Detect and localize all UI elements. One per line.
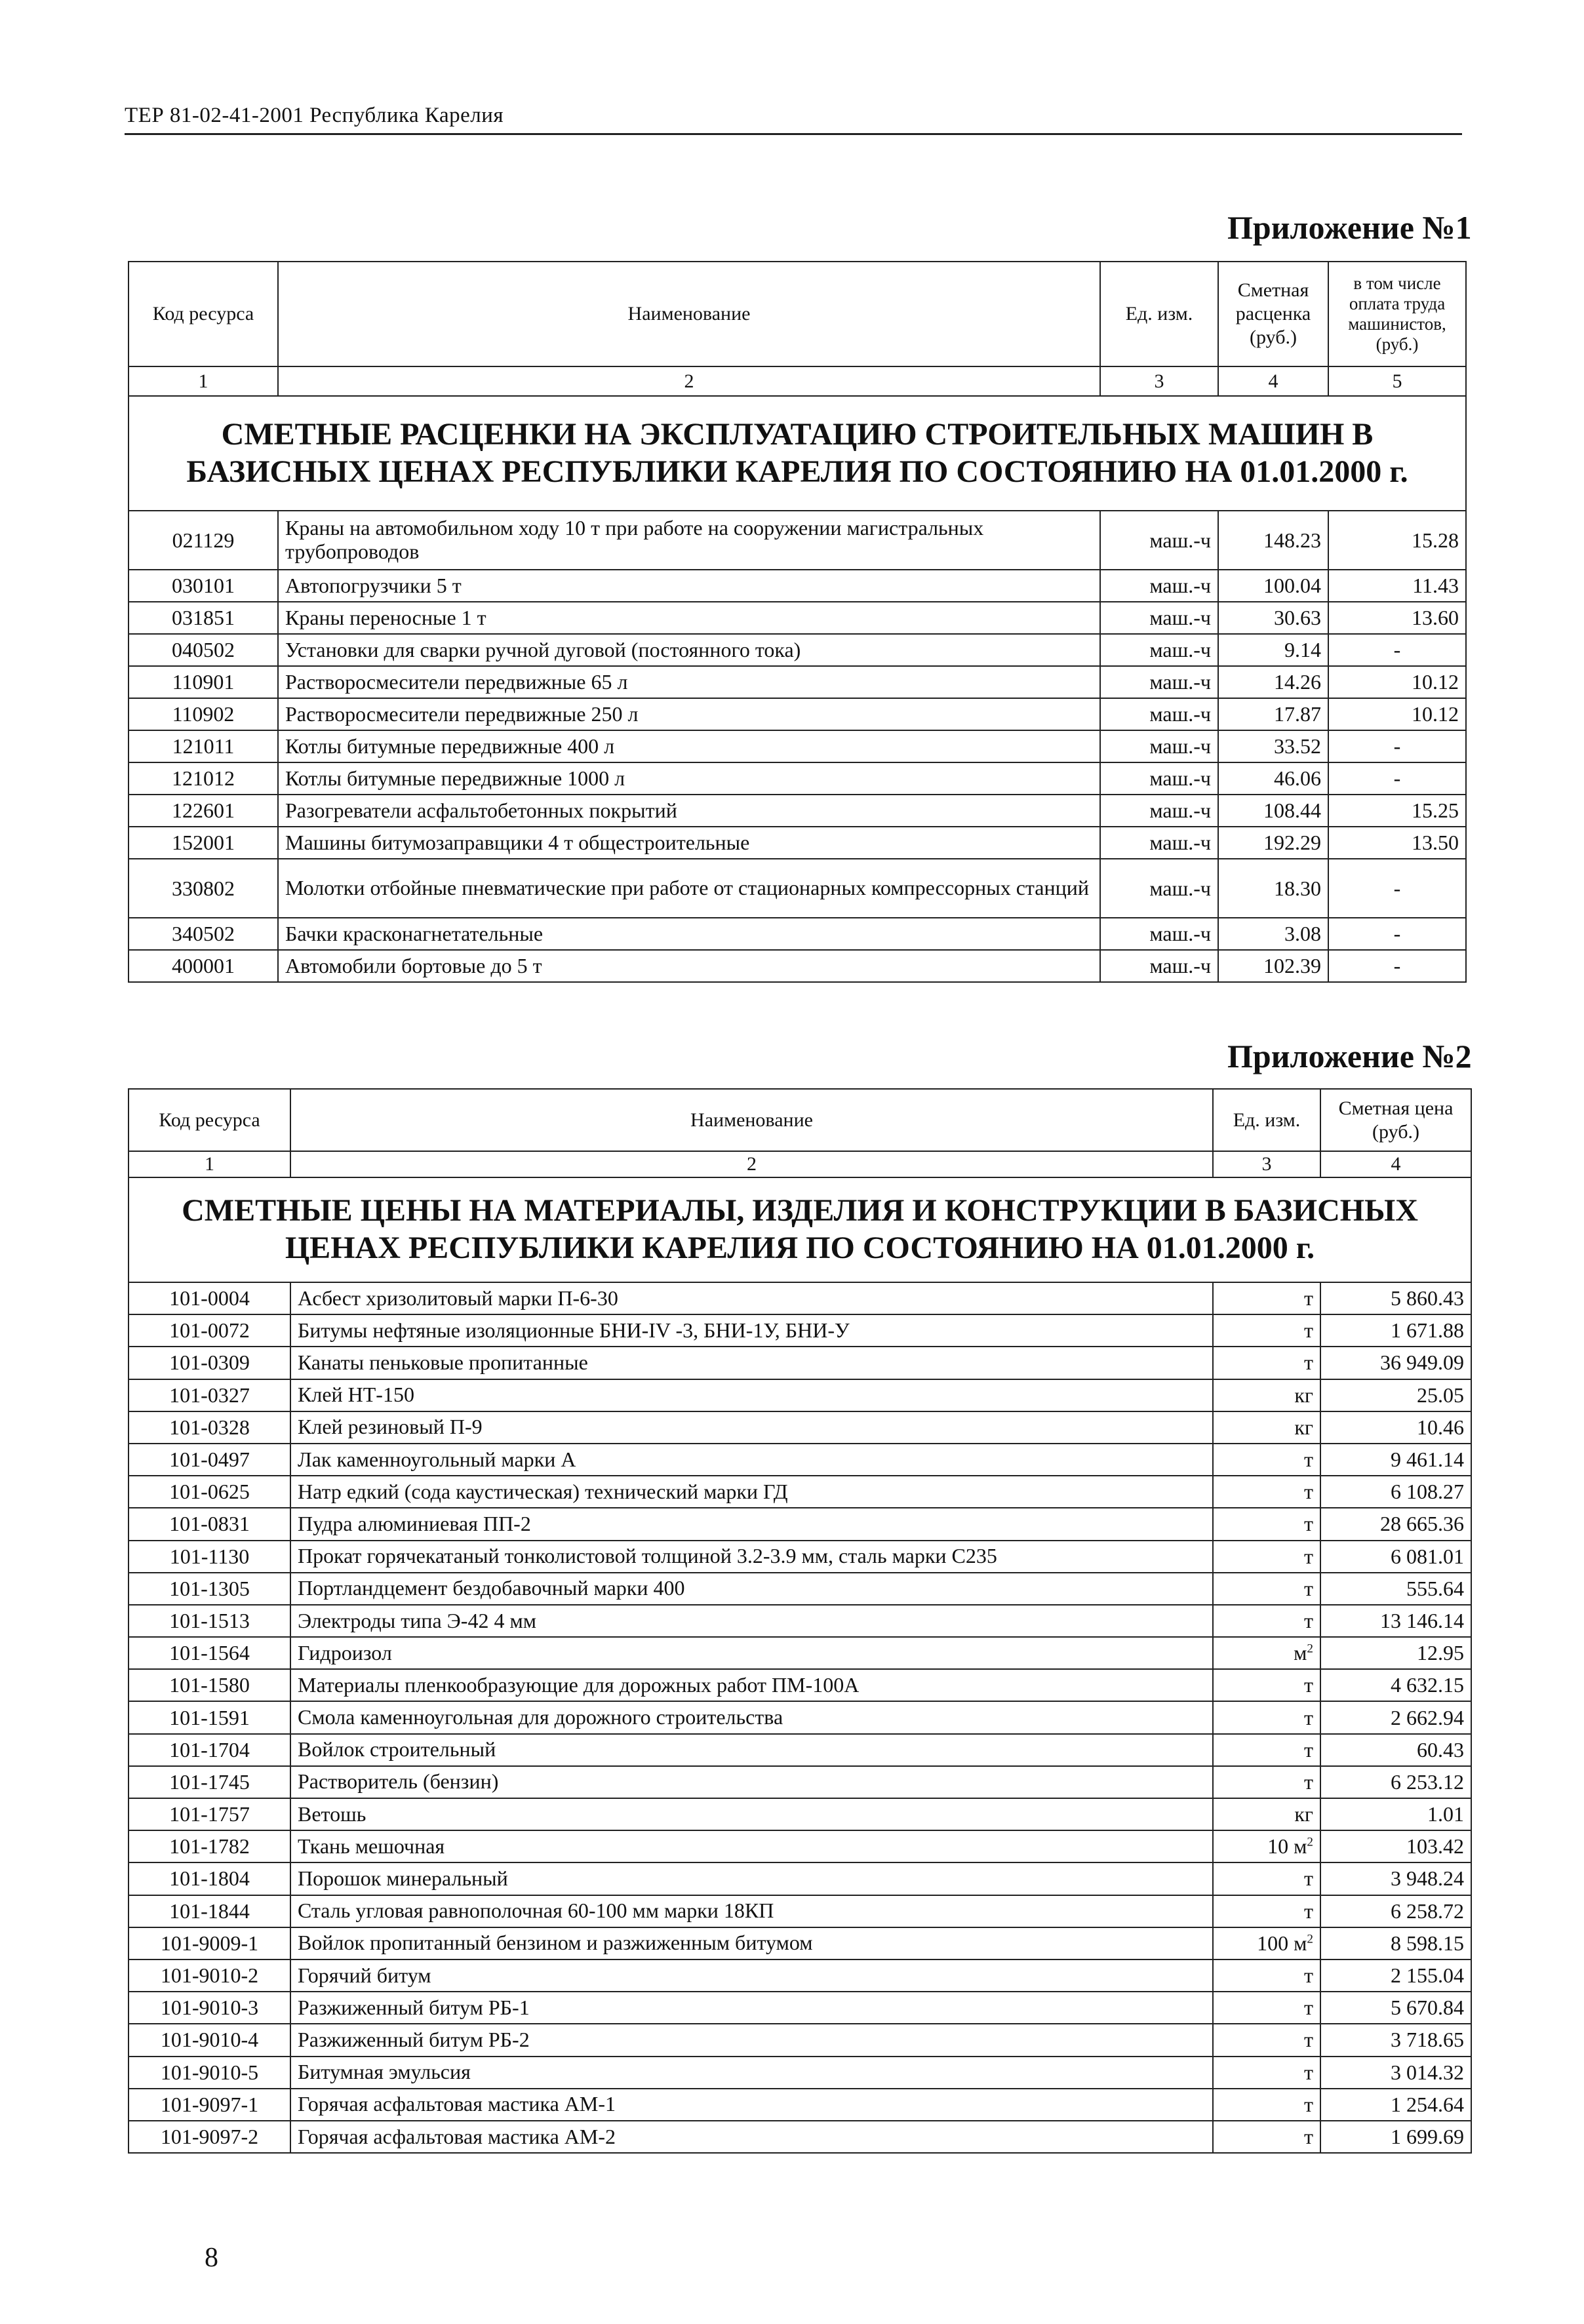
cell-unit bbox=[1213, 1347, 1320, 1379]
cell-price: 60.43 bbox=[1320, 1734, 1471, 1766]
table-row bbox=[129, 1573, 1471, 1605]
cell-code: 101-1844 bbox=[129, 1895, 290, 1927]
cell-code: 101-0831 bbox=[129, 1508, 290, 1540]
cell-labor: - bbox=[1328, 762, 1466, 795]
cell-name: Войлок строительный bbox=[290, 1734, 1213, 1766]
cell-code: 101-1130 bbox=[129, 1541, 290, 1573]
cell-unit: маш.-ч bbox=[1100, 730, 1218, 762]
cell-unit bbox=[1213, 2057, 1320, 2089]
cell-code: 101-9010-4 bbox=[129, 2024, 290, 2056]
unit-text: т bbox=[1304, 1705, 1313, 1729]
unit-text: т bbox=[1304, 1899, 1313, 1923]
table-row bbox=[129, 1766, 1471, 1798]
cell-price: 3.08 bbox=[1218, 918, 1328, 950]
unit-text: т bbox=[1304, 1480, 1313, 1504]
cell-unit bbox=[1213, 1766, 1320, 1798]
cell-unit bbox=[1213, 1541, 1320, 1573]
cell-name: Клей НТ-150 bbox=[290, 1379, 1213, 1411]
cell-unit: маш.-ч bbox=[1100, 762, 1218, 795]
col-number: 3 bbox=[1213, 1151, 1320, 1177]
cell-name: Разжиженный битум РБ-1 bbox=[290, 1992, 1213, 2024]
table-row bbox=[129, 859, 1466, 918]
table-row bbox=[129, 1927, 1471, 1960]
cell-price: 1 671.88 bbox=[1320, 1314, 1471, 1347]
cell-code: 101-9009-1 bbox=[129, 1927, 290, 1960]
cell-unit bbox=[1213, 1444, 1320, 1476]
appendix-2-table bbox=[128, 1088, 1472, 2154]
table-row bbox=[129, 1992, 1471, 2024]
unit-text: т bbox=[1304, 1737, 1313, 1762]
cell-name: Горячая асфальтовая мастика АМ-2 bbox=[290, 2121, 1213, 2153]
cell-name: Смола каменноугольная для дорожного строительства bbox=[290, 1701, 1213, 1733]
table-row bbox=[129, 666, 1466, 698]
col-header-price: Сметная цена (руб.) bbox=[1320, 1089, 1471, 1151]
unit-text: т bbox=[1304, 2028, 1313, 2052]
cell-price: 30.63 bbox=[1218, 602, 1328, 634]
appendix-1-table bbox=[128, 261, 1467, 983]
section-title: СМЕТНЫЕ ЦЕНЫ НА МАТЕРИАЛЫ, ИЗДЕЛИЯ И КОНСТРУКЦИИ В БАЗИСНЫХ ЦЕНАХ РЕСПУБЛИКИ КАРЕЛИЯ ПО СОСТОЯНИЮ НА 01.01.2000 г. bbox=[129, 1177, 1471, 1282]
cell-code: 040502 bbox=[129, 634, 278, 666]
unit-text: т bbox=[1304, 1448, 1313, 1472]
col-header-price: Сметная расценка (руб.) bbox=[1218, 262, 1328, 366]
cell-name: Натр едкий (сода каустическая) технический марки ГД bbox=[290, 1476, 1213, 1508]
unit-text: т bbox=[1304, 1769, 1313, 1794]
table-row bbox=[129, 511, 1466, 570]
cell-price: 102.39 bbox=[1218, 950, 1328, 982]
cell-price: 1 254.64 bbox=[1320, 2089, 1471, 2121]
cell-name: Порошок минеральный bbox=[290, 1862, 1213, 1895]
cell-name: Клей резиновый П-9 bbox=[290, 1411, 1213, 1444]
col-header-code: Код ресурса bbox=[129, 262, 278, 366]
cell-code: 152001 bbox=[129, 827, 278, 859]
cell-name: Сталь угловая равнополочная 60-100 мм марки 18КП bbox=[290, 1895, 1213, 1927]
table-row bbox=[129, 1541, 1471, 1573]
unit-text: т bbox=[1304, 1866, 1313, 1891]
cell-code: 101-0497 bbox=[129, 1444, 290, 1476]
table-row bbox=[129, 1862, 1471, 1895]
cell-name: Прокат горячекатаный тонколистовой толщиной 3.2-3.9 мм, сталь марки С235 bbox=[290, 1541, 1213, 1573]
cell-price: 8 598.15 bbox=[1320, 1927, 1471, 1960]
column-number-row bbox=[129, 366, 1466, 396]
cell-code: 101-1564 bbox=[129, 1637, 290, 1669]
cell-price: 555.64 bbox=[1320, 1573, 1471, 1605]
cell-code: 340502 bbox=[129, 918, 278, 950]
cell-name: Пудра алюминиевая ПП-2 bbox=[290, 1508, 1213, 1540]
unit-text: кг bbox=[1294, 1383, 1313, 1407]
table-row bbox=[129, 634, 1466, 666]
cell-unit: маш.-ч bbox=[1100, 602, 1218, 634]
cell-price: 6 108.27 bbox=[1320, 1476, 1471, 1508]
table-row bbox=[129, 602, 1466, 634]
col-number: 1 bbox=[129, 366, 278, 396]
cell-price: 36 949.09 bbox=[1320, 1347, 1471, 1379]
cell-unit bbox=[1213, 1411, 1320, 1444]
cell-code: 122601 bbox=[129, 795, 278, 827]
cell-name: Установки для сварки ручной дуговой (постоянного тока) bbox=[278, 634, 1100, 666]
appendix-1-title: Приложение №1 bbox=[1227, 209, 1472, 246]
col-number: 5 bbox=[1328, 366, 1466, 396]
cell-name: Разжиженный битум РБ-2 bbox=[290, 2024, 1213, 2056]
unit-exponent: 2 bbox=[1307, 1932, 1313, 1946]
cell-code: 101-0625 bbox=[129, 1476, 290, 1508]
unit-text: т bbox=[1304, 1608, 1313, 1632]
table-row bbox=[129, 1669, 1471, 1701]
cell-price: 3 014.32 bbox=[1320, 2057, 1471, 2089]
unit-text: 100 м bbox=[1257, 1931, 1307, 1955]
cell-price: 108.44 bbox=[1218, 795, 1328, 827]
cell-price: 6 081.01 bbox=[1320, 1541, 1471, 1573]
cell-code: 101-1580 bbox=[129, 1669, 290, 1701]
cell-price: 18.30 bbox=[1218, 859, 1328, 918]
cell-unit bbox=[1213, 1669, 1320, 1701]
unit-text: т bbox=[1304, 1963, 1313, 1988]
cell-price: 148.23 bbox=[1218, 511, 1328, 570]
table-row bbox=[129, 1314, 1471, 1347]
cell-labor: 13.50 bbox=[1328, 827, 1466, 859]
cell-price: 33.52 bbox=[1218, 730, 1328, 762]
cell-labor: 13.60 bbox=[1328, 602, 1466, 634]
cell-labor: - bbox=[1328, 918, 1466, 950]
table-header-row bbox=[129, 262, 1466, 366]
cell-unit bbox=[1213, 1573, 1320, 1605]
cell-code: 101-1745 bbox=[129, 1766, 290, 1798]
col-number: 2 bbox=[278, 366, 1100, 396]
cell-unit: маш.-ч bbox=[1100, 570, 1218, 602]
unit-text: 10 м bbox=[1267, 1834, 1307, 1859]
table-row bbox=[129, 1411, 1471, 1444]
cell-price: 14.26 bbox=[1218, 666, 1328, 698]
table-row bbox=[129, 2089, 1471, 2121]
cell-name: Лак каменноугольный марки А bbox=[290, 1444, 1213, 1476]
cell-code: 101-0072 bbox=[129, 1314, 290, 1347]
unit-text: т bbox=[1304, 2060, 1313, 2084]
cell-unit: маш.-ч bbox=[1100, 666, 1218, 698]
table-row bbox=[129, 1347, 1471, 1379]
cell-code: 101-0327 bbox=[129, 1379, 290, 1411]
table-row bbox=[129, 795, 1466, 827]
cell-unit: маш.-ч bbox=[1100, 950, 1218, 982]
cell-unit: маш.-ч bbox=[1100, 795, 1218, 827]
cell-code: 101-1804 bbox=[129, 1862, 290, 1895]
cell-price: 2 155.04 bbox=[1320, 1960, 1471, 1992]
table-row bbox=[129, 1960, 1471, 1992]
col-header-code: Код ресурса bbox=[129, 1089, 290, 1151]
cell-code: 101-1782 bbox=[129, 1830, 290, 1862]
table-row bbox=[129, 827, 1466, 859]
table-row bbox=[129, 2121, 1471, 2153]
cell-code: 031851 bbox=[129, 602, 278, 634]
header-rule bbox=[125, 133, 1462, 135]
cell-unit bbox=[1213, 1637, 1320, 1669]
cell-code: 101-9010-3 bbox=[129, 1992, 290, 2024]
page-number: 8 bbox=[205, 2243, 218, 2273]
table-row bbox=[129, 1701, 1471, 1733]
cell-code: 101-9097-1 bbox=[129, 2089, 290, 2121]
cell-name: Битумы нефтяные изоляционные БНИ-IV -3, БНИ-1У, БНИ-У bbox=[290, 1314, 1213, 1347]
table-row bbox=[129, 1895, 1471, 1927]
table-row bbox=[129, 730, 1466, 762]
cell-unit bbox=[1213, 1476, 1320, 1508]
cell-name: Растворитель (бензин) bbox=[290, 1766, 1213, 1798]
table-row bbox=[129, 950, 1466, 982]
cell-unit bbox=[1213, 1379, 1320, 1411]
unit-text: т bbox=[1304, 1350, 1313, 1375]
cell-code: 101-9010-5 bbox=[129, 2057, 290, 2089]
cell-name: Машины битумозаправщики 4 т общестроительные bbox=[278, 827, 1100, 859]
unit-text: т bbox=[1304, 1673, 1313, 1697]
col-number: 3 bbox=[1100, 366, 1218, 396]
unit-text: т bbox=[1304, 1512, 1313, 1536]
cell-price: 9 461.14 bbox=[1320, 1444, 1471, 1476]
unit-text: т bbox=[1304, 1996, 1313, 2020]
cell-name: Портландцемент бездобавочный марки 400 bbox=[290, 1573, 1213, 1605]
cell-unit: маш.-ч bbox=[1100, 634, 1218, 666]
cell-price: 6 253.12 bbox=[1320, 1766, 1471, 1798]
cell-unit bbox=[1213, 1830, 1320, 1862]
cell-unit bbox=[1213, 1734, 1320, 1766]
table-row bbox=[129, 1508, 1471, 1540]
cell-name: Асбест хризолитовый марки П-6-30 bbox=[290, 1282, 1213, 1314]
cell-unit bbox=[1213, 1992, 1320, 2024]
cell-price: 28 665.36 bbox=[1320, 1508, 1471, 1540]
cell-labor: 10.12 bbox=[1328, 698, 1466, 730]
cell-code: 101-1305 bbox=[129, 1573, 290, 1605]
cell-code: 101-1757 bbox=[129, 1798, 290, 1830]
cell-price: 3 948.24 bbox=[1320, 1862, 1471, 1895]
col-header-name: Наименование bbox=[290, 1089, 1213, 1151]
cell-name: Котлы битумные передвижные 1000 л bbox=[278, 762, 1100, 795]
table-row bbox=[129, 918, 1466, 950]
cell-price: 103.42 bbox=[1320, 1830, 1471, 1862]
cell-code: 030101 bbox=[129, 570, 278, 602]
cell-price: 3 718.65 bbox=[1320, 2024, 1471, 2056]
cell-unit bbox=[1213, 1605, 1320, 1637]
cell-labor: 11.43 bbox=[1328, 570, 1466, 602]
cell-unit bbox=[1213, 1960, 1320, 1992]
cell-price: 4 632.15 bbox=[1320, 1669, 1471, 1701]
cell-code: 101-1513 bbox=[129, 1605, 290, 1637]
cell-labor: 15.25 bbox=[1328, 795, 1466, 827]
running-header: ТЕР 81-02-41-2001 Республика Карелия bbox=[125, 104, 504, 127]
cell-unit bbox=[1213, 1508, 1320, 1540]
col-header-unit: Ед. изм. bbox=[1100, 262, 1218, 366]
cell-price: 12.95 bbox=[1320, 1637, 1471, 1669]
table-row bbox=[129, 1605, 1471, 1637]
unit-text: т bbox=[1304, 2124, 1313, 2148]
table-row bbox=[129, 762, 1466, 795]
cell-labor: - bbox=[1328, 950, 1466, 982]
table-row bbox=[129, 1830, 1471, 1862]
cell-labor: 15.28 bbox=[1328, 511, 1466, 570]
unit-text: т bbox=[1304, 1318, 1313, 1343]
cell-unit bbox=[1213, 1701, 1320, 1733]
col-number: 2 bbox=[290, 1151, 1213, 1177]
cell-price: 10.46 bbox=[1320, 1411, 1471, 1444]
cell-name: Ткань мешочная bbox=[290, 1830, 1213, 1862]
cell-code: 101-1591 bbox=[129, 1701, 290, 1733]
cell-price: 6 258.72 bbox=[1320, 1895, 1471, 1927]
unit-text: м bbox=[1294, 1641, 1307, 1665]
cell-labor: 10.12 bbox=[1328, 666, 1466, 698]
cell-name: Автопогрузчики 5 т bbox=[278, 570, 1100, 602]
cell-code: 101-1704 bbox=[129, 1734, 290, 1766]
cell-name: Разогреватели асфальтобетонных покрытий bbox=[278, 795, 1100, 827]
cell-code: 101-0328 bbox=[129, 1411, 290, 1444]
table-header-row bbox=[129, 1089, 1471, 1151]
cell-code: 101-0309 bbox=[129, 1347, 290, 1379]
cell-code: 121012 bbox=[129, 762, 278, 795]
cell-code: 101-9097-2 bbox=[129, 2121, 290, 2153]
unit-text: т bbox=[1304, 1286, 1313, 1310]
cell-name: Горячая асфальтовая мастика АМ-1 bbox=[290, 2089, 1213, 2121]
cell-unit: маш.-ч bbox=[1100, 511, 1218, 570]
cell-name: Растворосмесители передвижные 65 л bbox=[278, 666, 1100, 698]
table-row bbox=[129, 1734, 1471, 1766]
col-header-labor: в том числе оплата труда машинистов, (руб.) bbox=[1328, 262, 1466, 366]
table-row bbox=[129, 1379, 1471, 1411]
cell-unit bbox=[1213, 1927, 1320, 1960]
cell-unit bbox=[1213, 2089, 1320, 2121]
table-row bbox=[129, 2057, 1471, 2089]
cell-unit: маш.-ч bbox=[1100, 827, 1218, 859]
cell-name: Горячий битум bbox=[290, 1960, 1213, 1992]
cell-unit bbox=[1213, 2024, 1320, 2056]
column-number-row bbox=[129, 1151, 1471, 1177]
col-number: 1 bbox=[129, 1151, 290, 1177]
cell-name: Материалы пленкообразующие для дорожных работ ПМ-100А bbox=[290, 1669, 1213, 1701]
cell-unit bbox=[1213, 1798, 1320, 1830]
cell-name: Растворосмесители передвижные 250 л bbox=[278, 698, 1100, 730]
cell-price: 46.06 bbox=[1218, 762, 1328, 795]
cell-name: Электроды типа Э-42 4 мм bbox=[290, 1605, 1213, 1637]
cell-unit: маш.-ч bbox=[1100, 698, 1218, 730]
cell-unit bbox=[1213, 2121, 1320, 2153]
cell-code: 101-9010-2 bbox=[129, 1960, 290, 1992]
table-row bbox=[129, 1798, 1471, 1830]
col-number: 4 bbox=[1320, 1151, 1471, 1177]
cell-code: 121011 bbox=[129, 730, 278, 762]
cell-labor: - bbox=[1328, 634, 1466, 666]
cell-name: Автомобили бортовые до 5 т bbox=[278, 950, 1100, 982]
cell-price: 192.29 bbox=[1218, 827, 1328, 859]
cell-unit bbox=[1213, 1282, 1320, 1314]
cell-name: Краны переносные 1 т bbox=[278, 602, 1100, 634]
cell-price: 1 699.69 bbox=[1320, 2121, 1471, 2153]
table-row bbox=[129, 698, 1466, 730]
section-title: СМЕТНЫЕ РАСЦЕНКИ НА ЭКСПЛУАТАЦИЮ СТРОИТЕЛЬНЫХ МАШИН В БАЗИСНЫХ ЦЕНАХ РЕСПУБЛИКИ КАРЕЛИЯ ПО СОСТОЯНИЮ НА 01.01.2000 г. bbox=[129, 396, 1466, 511]
cell-name: Гидроизол bbox=[290, 1637, 1213, 1669]
unit-text: кг bbox=[1294, 1415, 1313, 1439]
cell-name: Краны на автомобильном ходу 10 т при работе на сооружении магистральных трубопроводов bbox=[278, 511, 1100, 570]
appendix-2-title: Приложение №2 bbox=[1227, 1038, 1472, 1074]
cell-price: 5 860.43 bbox=[1320, 1282, 1471, 1314]
table-row bbox=[129, 1637, 1471, 1669]
cell-code: 110902 bbox=[129, 698, 278, 730]
unit-text: кг bbox=[1294, 1802, 1313, 1826]
cell-code: 101-0004 bbox=[129, 1282, 290, 1314]
cell-code: 400001 bbox=[129, 950, 278, 982]
cell-price: 2 662.94 bbox=[1320, 1701, 1471, 1733]
cell-name: Котлы битумные передвижные 400 л bbox=[278, 730, 1100, 762]
table-row bbox=[129, 1476, 1471, 1508]
cell-unit: маш.-ч bbox=[1100, 918, 1218, 950]
cell-name: Битумная эмульсия bbox=[290, 2057, 1213, 2089]
unit-text: т bbox=[1304, 1544, 1313, 1568]
cell-labor: - bbox=[1328, 859, 1466, 918]
cell-code: 110901 bbox=[129, 666, 278, 698]
cell-unit bbox=[1213, 1895, 1320, 1927]
table-row bbox=[129, 2024, 1471, 2056]
cell-name: Бачки красконагнетательные bbox=[278, 918, 1100, 950]
table-row bbox=[129, 1444, 1471, 1476]
cell-price: 9.14 bbox=[1218, 634, 1328, 666]
cell-price: 5 670.84 bbox=[1320, 1992, 1471, 2024]
unit-text: т bbox=[1304, 1576, 1313, 1600]
section-title-row bbox=[129, 396, 1466, 511]
unit-exponent: 2 bbox=[1307, 1642, 1313, 1656]
cell-price: 100.04 bbox=[1218, 570, 1328, 602]
cell-price: 17.87 bbox=[1218, 698, 1328, 730]
cell-unit bbox=[1213, 1862, 1320, 1895]
col-header-unit: Ед. изм. bbox=[1213, 1089, 1320, 1151]
col-number: 4 bbox=[1218, 366, 1328, 396]
cell-price: 1.01 bbox=[1320, 1798, 1471, 1830]
section-title-row bbox=[129, 1177, 1471, 1282]
cell-name: Молотки отбойные пневматические при работе от стационарных компрессорных станций bbox=[278, 859, 1100, 918]
cell-code: 021129 bbox=[129, 511, 278, 570]
unit-text: т bbox=[1304, 2092, 1313, 2116]
cell-price: 25.05 bbox=[1320, 1379, 1471, 1411]
cell-name: Ветошь bbox=[290, 1798, 1213, 1830]
cell-name: Канаты пеньковые пропитанные bbox=[290, 1347, 1213, 1379]
cell-labor: - bbox=[1328, 730, 1466, 762]
unit-exponent: 2 bbox=[1307, 1835, 1313, 1849]
cell-code: 330802 bbox=[129, 859, 278, 918]
table-row bbox=[129, 1282, 1471, 1314]
cell-price: 13 146.14 bbox=[1320, 1605, 1471, 1637]
cell-unit bbox=[1213, 1314, 1320, 1347]
col-header-name: Наименование bbox=[278, 262, 1100, 366]
cell-name: Войлок пропитанный бензином и разжиженным битумом bbox=[290, 1927, 1213, 1960]
table-row bbox=[129, 570, 1466, 602]
cell-unit: маш.-ч bbox=[1100, 859, 1218, 918]
